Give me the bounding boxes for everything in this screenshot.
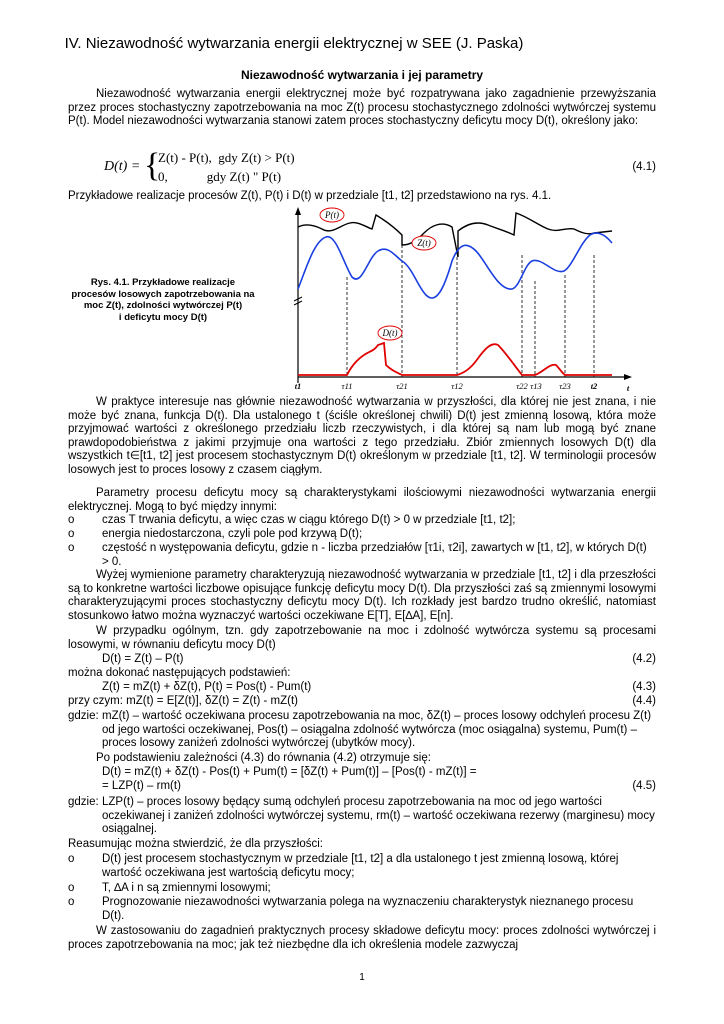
caption-line-1: Rys. 4.1. Przykładowe realizacje	[90, 277, 236, 288]
tick-tau11: τ11	[341, 381, 353, 391]
tick-tau21: τ21	[396, 381, 408, 391]
eq41-line1: Z(t) - P(t), gdy Z(t) > P(t)	[158, 150, 295, 165]
paragraph-figure-ref: Przykładowe realizacje procesów Z(t), P(t) i D(t) w przedziale [t1, t2] przedstawiono na rys. 4.1.	[68, 190, 552, 202]
def2-text: LZP(t) – proces losowy będący sumą odchyleń procesu zapotrzebowania na moc od jego wartości oczekiwanej i zaniżeń zdolności wytwórczej systemu, rm(t) – wartość oczekiwana rezerwy (marginesu) mocy osiągalnej.	[102, 796, 655, 836]
eq41-brace: {	[144, 147, 161, 184]
eq45-line1: D(t) = mZ(t) + δZ(t) - Pos(t) + Pum(t) = [δZ(t) + Pum(t)] – [Pos(t) - mZ(t)] =	[102, 766, 477, 778]
tick-tau13: τ13	[530, 381, 542, 391]
bullet-icon: o	[68, 882, 75, 894]
equation-4-2	[68, 653, 656, 667]
page-title: IV. Niezawodność wytwarzania energii elektrycznej w SEE (J. Paska)	[64, 35, 524, 52]
label-d: D(t)	[382, 328, 398, 338]
eq41-lhs: D(t) =	[104, 159, 141, 174]
list1-item-3: częstość n występowania deficytu, gdzie n - liczba przedziałów [τ1i, τ2i], zawartych w [t1, t2], w których D(t) > 0.	[102, 542, 647, 568]
figure-caption	[68, 277, 258, 323]
eq41-number: (4.1)	[632, 161, 656, 173]
list1-item-2: energia niedostarczona, czyli pole pod krzywą D(t);	[102, 528, 363, 540]
eq42-number: (4.2)	[632, 653, 656, 665]
label-p: P(t)	[325, 210, 339, 220]
paragraph-intro: Niezawodność wytwarzania energii elektrycznej może być rozpatrywana jako zagadnienie przewyższania przez proces stochastyczny zapotrzebowania na moc Z(t) procesu stochastycznego zdolności wytwórczej systemu P(t). Model niezawodności wytwarzania stanowi zatem proces stochastyczny deficytu mocy D(t), określony jako:	[68, 88, 656, 128]
tick-t2: t2	[590, 381, 598, 391]
bullet-icon: o	[68, 542, 75, 554]
x-axis-arrow	[624, 374, 632, 380]
eq43-number: (4.3)	[632, 681, 656, 693]
paragraph-substitution: można dokonać następujących podstawień:	[68, 667, 291, 679]
eq43-text: Z(t) = mZ(t) + δZ(t), P(t) = Pos(t) - Pum(t)	[102, 681, 312, 693]
equation-4-5-line-2	[68, 780, 656, 794]
list1-item-1: czas T trwania deficytu, a więc czas w ciągu którego D(t) > 0 w przedziale [t1, t2];	[102, 514, 516, 526]
eq45-line2: = LZP(t) – rm(t)	[102, 780, 181, 792]
bullet-icon: o	[68, 514, 75, 526]
paragraph-general-case: W przypadku ogólnym, tzn. gdy zapotrzebowanie na moc i zdolność wytwórcza systemu są procesami losowymi, w równaniu deficytu mocy D(t)	[68, 625, 656, 651]
list2-item-1: D(t) jest procesem stochastycznym w przedziale [t1, t2] a dla ustalonego t jest zmienną losową, której wartość oczekiwana jest wartością deficytu mocy;	[102, 853, 619, 879]
paragraph-summary: Reasumując można stwierdzić, że dla przyszłości:	[68, 838, 324, 850]
bullet-icon: o	[68, 853, 75, 865]
caption-line-4: i deficytu mocy D(t)	[118, 311, 208, 323]
paragraph-parameters: Parametry procesu deficytu mocy są charakterystykami ilościowymi niezawodności wytwarzania energii elektrycznej. Mogą to być między innymi:	[68, 487, 656, 513]
tick-t1: t1	[294, 381, 302, 391]
eq41-line2: 0, gdy Z(t) " P(t)	[158, 169, 282, 184]
eq45-number: (4.5)	[632, 780, 656, 792]
equation-4-4	[68, 695, 656, 709]
tick-tau12: τ12	[451, 381, 463, 391]
bullet-icon: o	[68, 896, 75, 908]
series-p-curve	[298, 213, 612, 257]
tick-tau22: τ22	[516, 381, 528, 391]
axis-t-label: t	[626, 383, 630, 393]
section-heading: Niezawodność wytwarzania i jej parametry	[240, 68, 484, 82]
def2-label: gdzie:	[68, 796, 99, 808]
paragraph-after-substitution: Po podstawieniu zależności (4.3) do równania (4.2) otrzymuje się:	[96, 752, 431, 764]
def1-text: mZ(t) – wartość oczekiwana procesu zapotrzebowania na moc, δZ(t) – proces losowy odchyleń procesu Z(t) od jego wartości oczekiwanej, Pos(t) – osiągalna zdolność wytwórcza (moc osiągalna) systemu, Pum(t) – proces losowy zaniżeń zdolności wytwórczej (ubytków mocy).	[102, 710, 652, 750]
page-number: 1	[359, 972, 365, 983]
equation-4-3	[68, 681, 656, 695]
list2-item-3: Prognozowanie niezawodności wytwarzania polega na wyznaczeniu charakterystyk nieznanego procesu D(t).	[102, 896, 634, 922]
figure-4-1	[292, 205, 656, 395]
paragraph-practical: W zastosowaniu do zagadnień praktycznych procesy składowe deficytu mocy: proces zdolności wytwórczej i proces zapotrzebowania na moc; jak też niezbędne dla ich określenia modele zazwyczaj	[68, 925, 656, 951]
equation-4-1	[68, 147, 656, 186]
list2-item-2: T, ∆A i n są zmiennymi losowymi;	[102, 882, 271, 894]
eq42-text: D(t) = Z(t) – P(t)	[102, 653, 184, 665]
paragraph-past-future: Wyżej wymienione parametry charakteryzują niezawodność wytwarzania w przedziale [t1, t2] i dla przeszłości są to konkretne wartości liczbowe opisujące funkcję deficytu mocy D(t). Dla przyszłości zaś są zmiennymi losowymi charakteryzującymi proces stochastyczny deficytu mocy D(t). Ich rozkłady jest bardzo trudno określić, natomiast stosunkowo łatwo można wyznaczyć wartości oczekiwane E[T], E[∆A], E[n].	[68, 569, 656, 622]
caption-line-3: moc Z(t), zdolności wytwórczej P(t)	[83, 300, 243, 311]
bullet-icon: o	[68, 528, 75, 540]
y-axis-arrow	[295, 207, 301, 215]
equation-4-5-line-1	[68, 766, 656, 780]
eq44-text: przy czym: mZ(t) = E[Z(t)], δZ(t) = Z(t) - mZ(t)	[68, 695, 298, 707]
paragraph-practice: W praktyce interesuje nas głównie niezawodność wytwarzania w przyszłości, dla której nie jest znana, i nie może być znana, funkcja D(t). Dla ustalonego t (ściśle określonej chwili) D(t) jest zmienną losową, która może przyjmować wartości z określonego przedziału liczb rzeczywistych, i dla której są nam lub mogą być znane prawdopodobieństwa z jakimi przyjmuje ona wartości z tego przedziału. Zbiór zmiennych losowych D(t) dla wszystkich t∈[t1, t2] jest procesem stochastycznym D(t) określonym w przedziale [t1, t2]. W terminologii procesów losowych jest to proces losowy z czasem ciągłym.	[68, 396, 656, 476]
eq44-number: (4.4)	[632, 695, 656, 707]
tick-tau23: τ23	[559, 381, 571, 391]
label-z: Z(t)	[417, 238, 431, 248]
caption-line-2: procesów losowych zapotrzebowania na	[71, 288, 255, 300]
def1-label: gdzie:	[68, 710, 99, 722]
